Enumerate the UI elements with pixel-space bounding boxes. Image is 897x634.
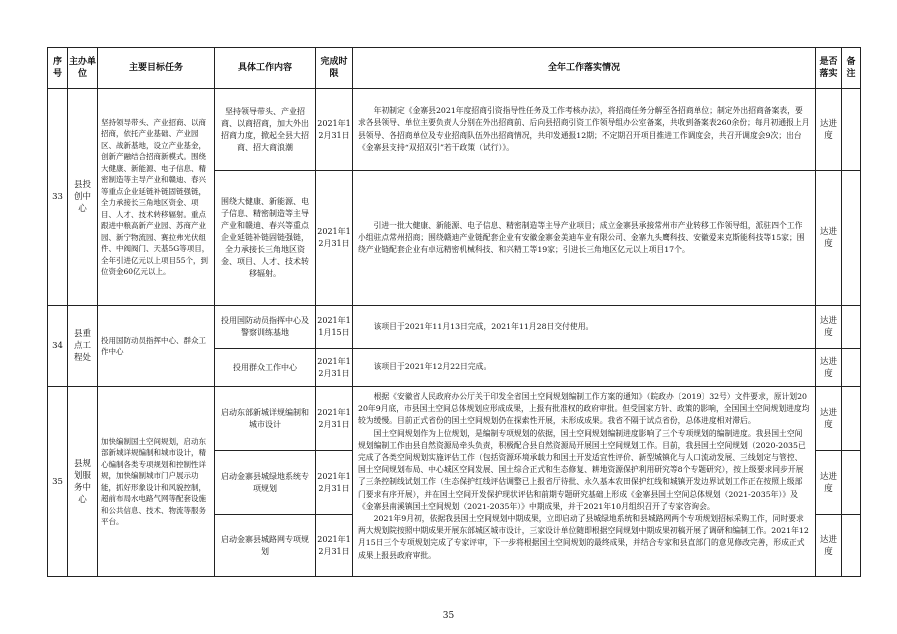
row-content: 投用群众工作中心 <box>215 349 316 387</box>
table-header-row <box>48 48 861 89</box>
header-progress: 全年工作落实情况 <box>353 48 816 89</box>
row-progress: 该项目于2021年12月22日完成。 <box>353 349 816 387</box>
row-goal: 坚持领导带头、产业招商、以商招商，依托产业基础、产业园区、战新基地，设立产业基金，创新产融结合招商新模式。围绕大健康、新能源、电子信息、精密制造等主导产业和赣迪、春兴等重点企业延链补链固链强链，全力承接长三角地区资金、项目、人才、技术转移辐射。重点跟进中粮高新产业园、苏商产业园、新宁物流园、赛拉弗光伏组件、中阀阀门、天基5G等项目，全年引进亿元以上项目55个，到位资金60亿元以上。 <box>98 89 215 306</box>
row-note <box>842 451 861 515</box>
row-achieved: 达进度 <box>816 349 842 387</box>
row-deadline: 2021年12月31日 <box>316 89 353 171</box>
row-unit: 县重点工程处 <box>68 306 98 387</box>
table-row <box>48 306 861 349</box>
row-content: 围绕大健康、新能源、电子信息、精密制造等主导产业和赣迪、春兴等重点企业延链补链固链强链，全力承接长三角地区资金、项目、人才、技术转移辐射。 <box>215 171 316 306</box>
progress-paragraph: 2021年9月初，依据我县国土空间规划中期成果，立即启动了县城绿地系统和县城路网两个专项规划招标采购工作，同时要求两大规划院按照中期成果开展东部城区城市设计，三家设计单位随即根据空间规划中期成果初稿开展了调研和编制工作。2021年12月15日三个专项规划完成了专家评审，下一步将根据国土空间规划的最终成果，并结合专家和县直部门的意见修改完善，形成正式成果上报县政府审批。 <box>358 514 809 560</box>
page-number: 35 <box>442 611 455 621</box>
row-note <box>842 306 861 349</box>
row-progress: 引进一批大健康、新能源、电子信息、精密制造等主导产业项目；成立金寨县承接常州市产业转移工作领导组，派驻四个工作小组驻点常州招商；围绕赣迪产业链配套企业有安徽金寨金美迪车业有限公司、金寨九头鹰科技、安徽爱来克斯能科技等15家；围绕产业链配套企业有卓远精密机械科技、和兴精工等19家；引进长三角地区亿元以上项目17个。 <box>353 171 816 306</box>
header-goal: 主要目标任务 <box>98 48 215 89</box>
row-deadline: 2021年11月15日 <box>316 306 353 349</box>
table-row <box>48 387 861 451</box>
row-deadline: 2021年12月31日 <box>316 387 353 451</box>
table-row <box>48 89 861 171</box>
row-achieved: 达进度 <box>816 515 842 577</box>
row-goal: 投用国防动员指挥中心、群众工作中心 <box>98 306 215 387</box>
row-content: 启动东部新城详规编制和城市设计 <box>215 387 316 451</box>
row-deadline: 2021年12月31日 <box>316 171 353 306</box>
row-deadline: 2021年12月31日 <box>316 349 353 387</box>
row-seq: 35 <box>48 387 68 577</box>
progress-paragraph: 国土空间规划作为上位规划，是编制专项规划的依据，国土空间规划编制进度影响了三个专项规划的编制进度。我县国土空间规划编制工作由县自然资源局牵头负责，积极配合县自然资源局开展国土空间规划工作。目前，我县国土空间规划（2020-2035已完成了各类空间规划实施评估工作（包括资源环境承载力和国土开发适宜性评价、新型城镇化与人口流动发展、三线划定与管控、国土空间规划布局、中心城区空间发展、国土综合正式和生态修复、耕地资源保护利用研究等8个专题研究），按上级要求同步开展了三条控制线试划工作（生态保护红线评估调整已上报省厅待批、永久基本农田保护红线和城镇开发边界试划工作正在按照上级部门要求有序开展），并在国土空间开发保护现状评估和前期专题研究基础上形成《金寨县国土空间总体规划（2021-2035年）》及《金寨县南溪镇国土空间规划（2021-2035年）》中期成果，并于2021年10月组织召开了专家咨询会。 <box>358 428 806 511</box>
row-deadline: 2021年12月31日 <box>316 451 353 515</box>
header-seq: 序号 <box>48 48 68 89</box>
row-note <box>842 171 861 306</box>
row-progress: 该项目于2021年11月13日完成，2021年11月28日交付使用。 <box>353 306 816 349</box>
header-deadline: 完成时限 <box>316 48 353 89</box>
row-note <box>842 387 861 451</box>
row-note <box>842 349 861 387</box>
row-achieved: 达进度 <box>816 387 842 451</box>
row-content: 启动金寨县城路网专项规划 <box>215 515 316 577</box>
row-goal: 加快编制国土空间规划，启动东部新城详规编制和城市设计，精心编制各类专项规划和控制性详规，加快编制城市门户展示功能，抓好形象设计和风貌控制，超前布局水电路气网等配套设施和公共信息、技术、物流等服务平台。 <box>98 387 215 577</box>
row-content: 坚持领导带头、产业招商、以商招商，加大外出招商力度，掀起全县大招商、招大商浪潮 <box>215 89 316 171</box>
row-progress: 年初制定《金寨县2021年度招商引资指导性任务及工作考核办法》，将招商任务分解至各招商单位；制定外出招商备案表，要求各县领导、单位主要负责人分别在外出招商前、后向县招商引资工作领导组办公室备案，共收到备案表260余份；每月初通报上月县领导、各招商单位及专业招商队伍外出招商情况，共印发通报12期；不定期召开项目推进工作调度会，共召开调度会9次；出台《金寨县支持“双招双引”若干政策（试行）》。 <box>353 89 816 171</box>
header-achieved: 是否落实 <box>816 48 842 89</box>
row-note <box>842 515 861 577</box>
row-achieved: 达进度 <box>816 451 842 515</box>
row-seq: 33 <box>48 89 68 306</box>
row-content: 投用国防动员指挥中心及警察训练基地 <box>215 306 316 349</box>
header-note: 备注 <box>842 48 861 89</box>
row-achieved: 达进度 <box>816 171 842 306</box>
header-content: 具体工作内容 <box>215 48 316 89</box>
row-seq: 34 <box>48 306 68 387</box>
work-progress-table <box>47 47 861 577</box>
row-unit: 县投创中心 <box>68 89 98 306</box>
header-unit: 主办单位 <box>68 48 98 89</box>
row-achieved: 达进度 <box>816 89 842 171</box>
row-note <box>842 89 861 171</box>
progress-paragraph: 根据《安徽省人民政府办公厅关于印发全省国土空间规划编制工作方案的通知》（皖政办〔2019〕32号）文件要求，原计划2020年9月底，市县国土空间总体规划应形成成果，上报有批准权的政府审批。但受国家方针、政策的影响，全国国土空间规划进度均较为缓慢。目前正式省份的国土空间规划仍在探索性开展，未形成成果。我省不隔于试点省份，总体进度相对滞后。 <box>358 392 810 426</box>
row-deadline: 2021年12月31日 <box>316 515 353 577</box>
row-content: 启动金寨县城绿地系统专项规划 <box>215 451 316 515</box>
row-progress-merged <box>353 387 816 577</box>
row-achieved: 达进度 <box>816 306 842 349</box>
row-unit: 县规划服务中心 <box>68 387 98 577</box>
